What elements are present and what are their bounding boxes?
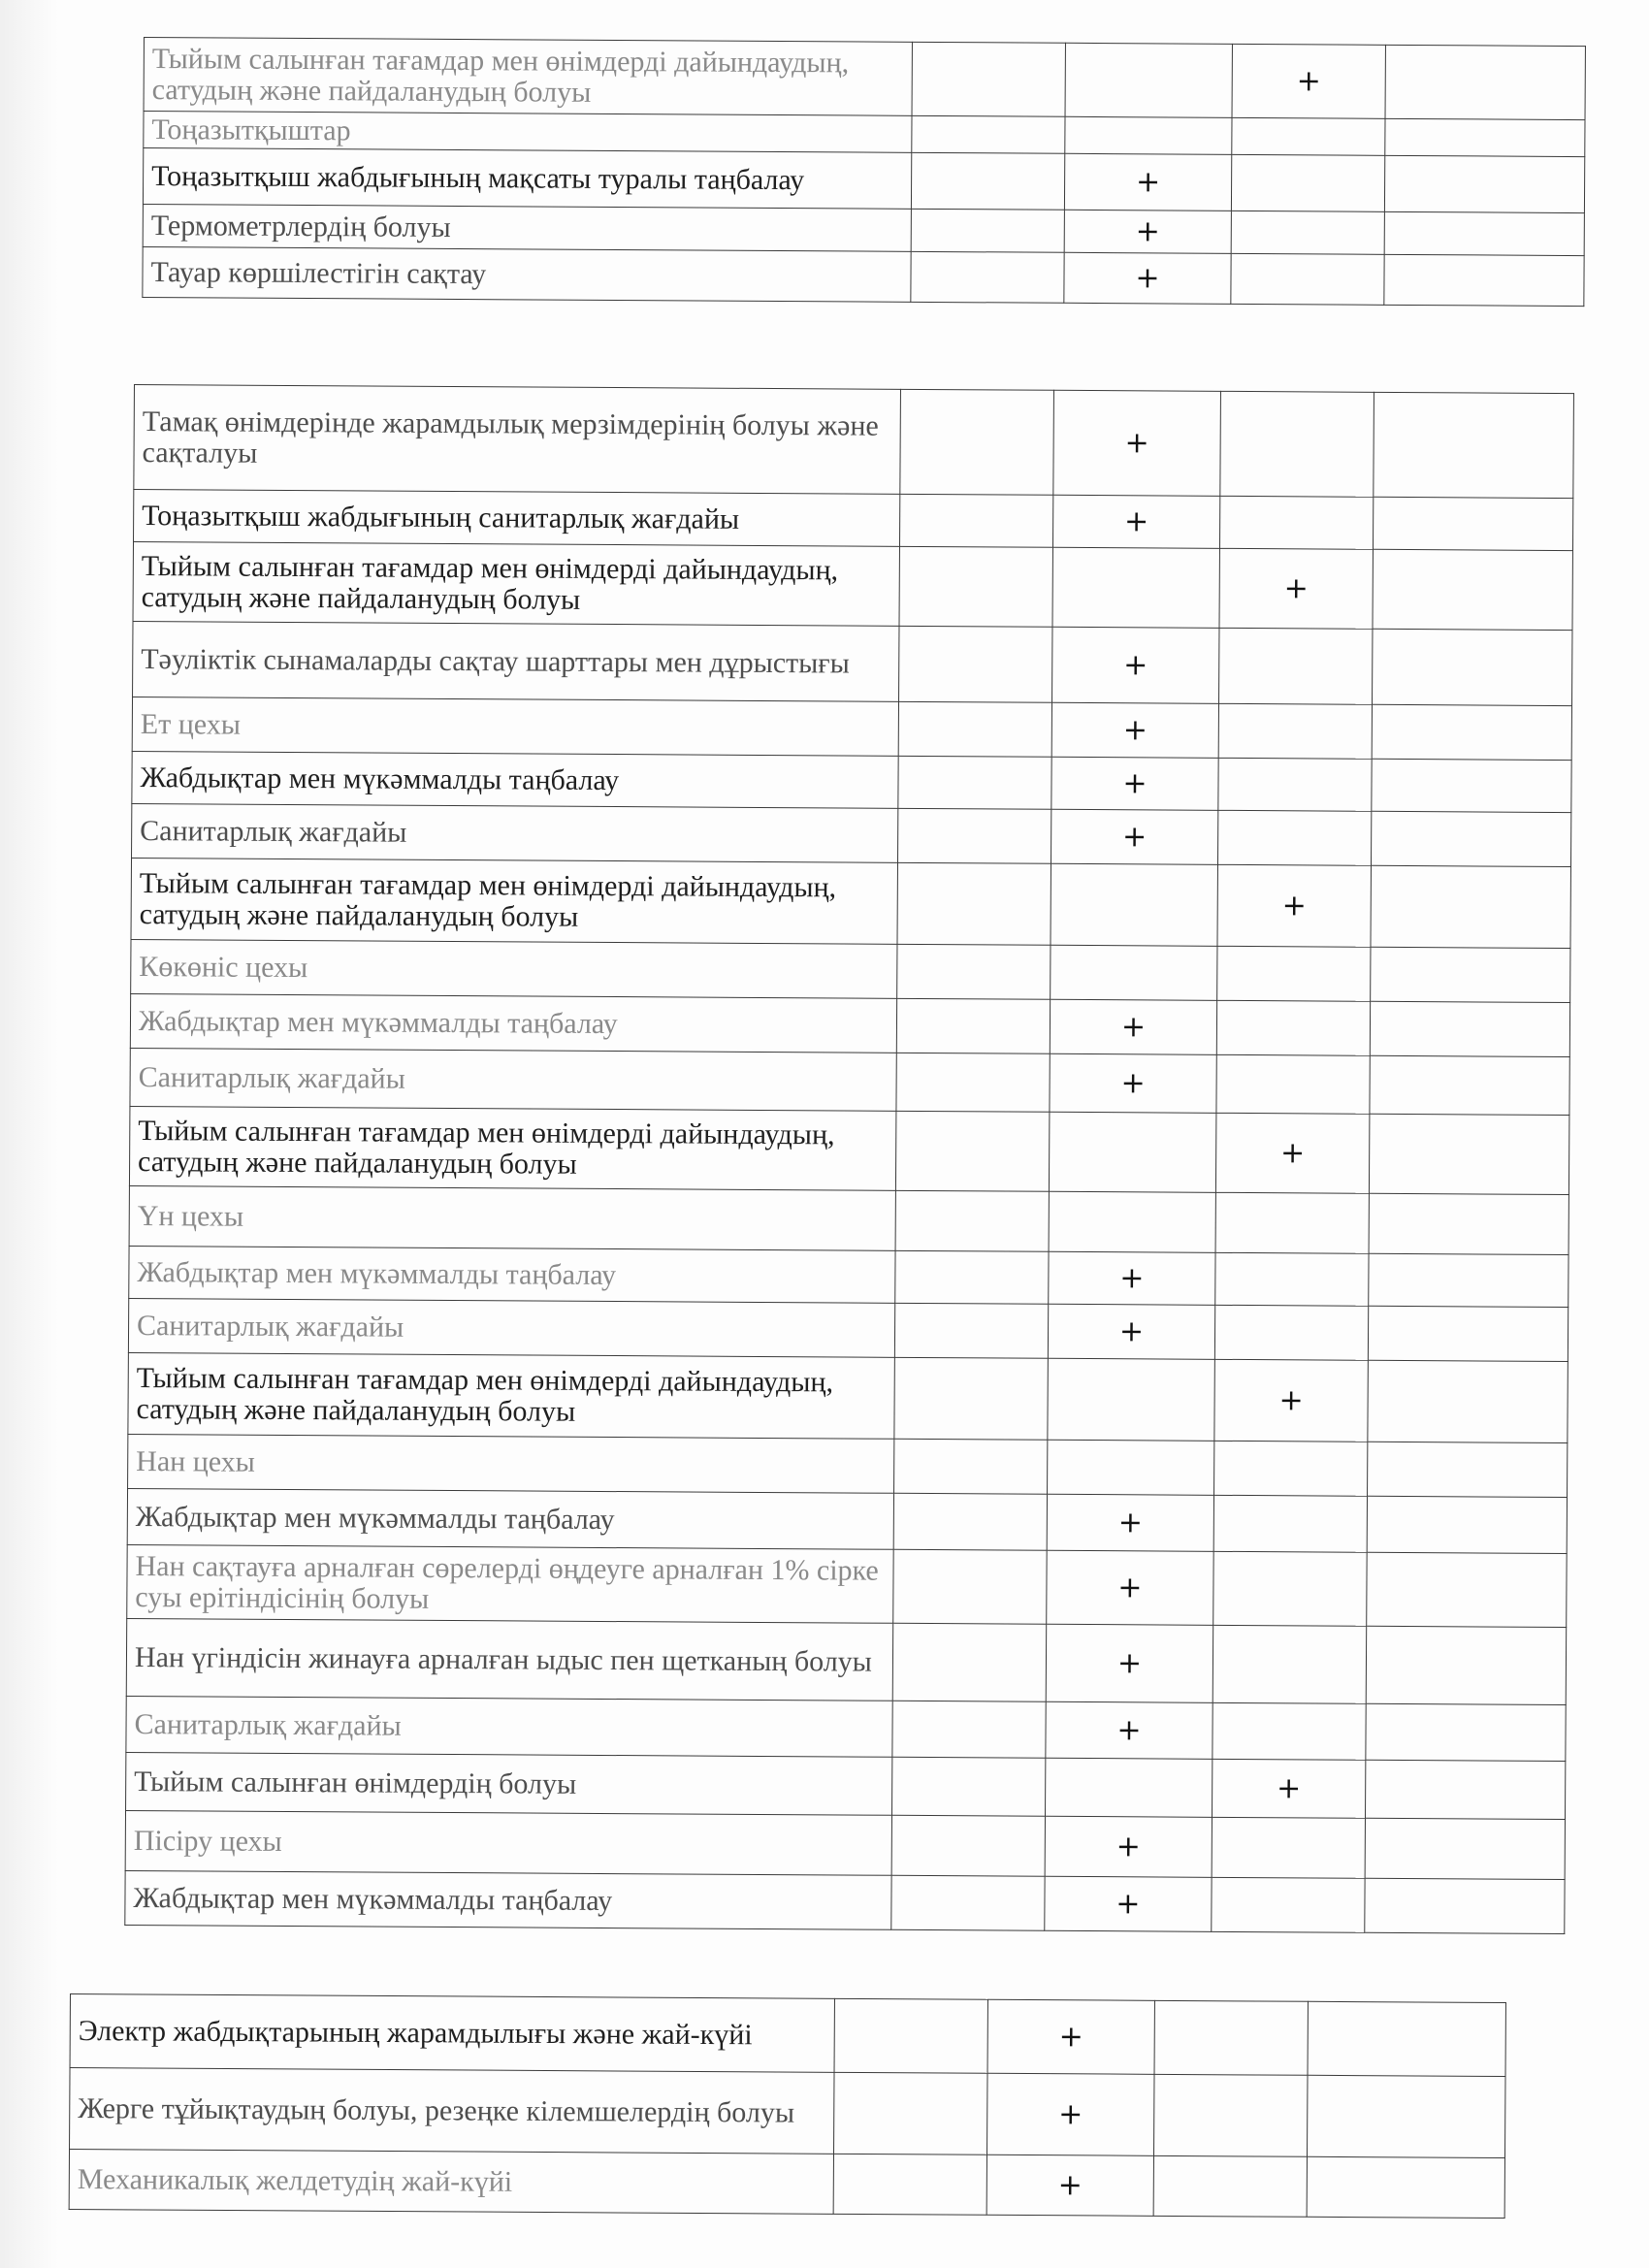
mark-cell-3 [1212,1702,1366,1760]
mark-cell-1 [892,1701,1046,1758]
requirement-label: Жерге тұйықтаудың болуы, резеңке кілемшелердің болуы [70,2068,834,2155]
mark-cell-1 [892,1623,1046,1701]
mark-cell-3 [1214,1441,1368,1496]
mark-cell-2 [1049,1112,1215,1192]
mark-cell-4 [1365,1818,1565,1879]
mark-cell-3 [1220,391,1374,497]
mark-cell-4 [1369,1253,1568,1307]
mark-cell-1 [893,1493,1047,1550]
mark-cell-1 [834,2072,988,2155]
table-row [69,2150,1504,2219]
table-row [126,1618,1566,1704]
requirement-label: Санитарлық жағдайы [128,1298,894,1357]
mark-cell-4 [1308,2001,1505,2076]
mark-cell-1 [911,209,1064,252]
requirement-label: Тоңазытқыш жабдығының санитарлық жағдайы [134,490,900,547]
checklist-table-2 [124,384,1574,1934]
mark-cell-3 [1218,703,1372,759]
mark-cell-2 [1045,1758,1212,1817]
mark-cell-4 [1370,1001,1569,1056]
requirement-label: Термометрлердің болуы [143,204,911,251]
mark-cell-4 [1368,1360,1568,1442]
mark-cell-2: + [1064,153,1231,211]
mark-cell-4 [1371,811,1570,866]
requirement-label: Тауар көршілестігін сақтау [143,246,911,302]
mark-cell-4 [1385,118,1585,156]
mark-cell-1 [895,1111,1049,1191]
mark-cell-2 [1051,863,1218,946]
mark-cell-1 [911,251,1064,303]
mark-cell-3: + [1212,1759,1365,1818]
requirement-label: Жабдықтар мен мүкәммалды таңбалау [130,993,896,1053]
checklist-table-1 [142,37,1586,307]
mark-cell-2: + [1051,702,1218,758]
mark-cell-1 [899,494,1052,547]
mark-cell-3 [1217,810,1371,865]
requirement-label: Механикалық желдетудің жай-күйі [69,2150,833,2215]
table-row [125,1810,1565,1879]
mark-cell-2: + [1048,1304,1214,1359]
mark-cell-2 [1065,116,1232,154]
mark-cell-1 [834,1998,987,2073]
mark-cell-3 [1214,1305,1368,1360]
mark-cell-2 [1048,1440,1214,1495]
table-row [126,1752,1566,1819]
mark-cell-1 [898,808,1051,863]
mark-cell-4 [1370,1055,1569,1115]
mark-cell-3 [1212,1877,1365,1932]
mark-cell-2: + [1051,757,1218,810]
mark-cell-4 [1384,254,1584,306]
requirement-label: Тамақ өнімдерінде жарамдылық мерзімдерінің болуы және сақталуы [134,385,901,495]
mark-cell-1 [896,1053,1050,1112]
mark-cell-3 [1219,628,1373,704]
table-row [127,1544,1567,1627]
mark-cell-4 [1307,2075,1505,2157]
mark-cell-4 [1365,1760,1565,1819]
mark-cell-3 [1232,117,1385,155]
mark-cell-1 [891,1815,1045,1876]
mark-cell-4 [1384,155,1584,212]
table-row [129,1106,1568,1194]
requirement-label: Ет цехы [132,697,898,756]
table-row [134,490,1573,551]
table-row [129,1246,1568,1307]
table-1-body [143,38,1586,307]
mark-cell-1 [896,998,1050,1053]
requirement-label: Санитарлық жағдайы [130,1048,896,1111]
mark-cell-4 [1385,45,1585,119]
mark-cell-1 [912,115,1065,153]
table-row [70,2068,1505,2158]
mark-cell-2: + [1052,495,1219,548]
mark-cell-2: + [1045,1876,1212,1931]
table-row [130,993,1569,1056]
mark-cell-2: + [1047,1550,1213,1625]
mark-cell-4 [1372,759,1571,812]
table-row [131,939,1570,1002]
requirement-label: Жабдықтар мен мүкәммалды таңбалау [129,1246,895,1303]
table-row [143,148,1584,213]
requirement-label: Тыйым салынған тағамдар мен өнімдерді дайындаудың, сатудың және пайдаланудың болуы [128,1352,894,1439]
table-row [133,542,1572,631]
mark-cell-3 [1212,1625,1366,1703]
mark-cell-2: + [1064,210,1231,253]
mark-cell-2: + [1045,1816,1212,1877]
mark-cell-2: + [1050,999,1216,1054]
table-row [133,621,1572,705]
table-row [128,1434,1568,1497]
mark-cell-4 [1373,497,1572,550]
mark-cell-3 [1231,154,1384,211]
mark-cell-3 [1231,253,1384,305]
requirement-label: Үн цехы [129,1185,895,1250]
mark-cell-3: + [1232,44,1385,118]
requirement-label: Тыйым салынған тағамдар мен өнімдерді дайындаудың, сатудың және пайдаланудың болуы [144,38,912,116]
mark-cell-4 [1307,2156,1504,2218]
requirement-label: Тыйым салынған тағамдар мен өнімдерді дайындаудың, сатудың және пайдаланудың болуы [129,1106,895,1190]
mark-cell-1 [895,1250,1049,1304]
mark-cell-3 [1215,1252,1369,1306]
mark-cell-1 [899,626,1052,702]
table-row [130,1048,1569,1115]
mark-cell-4 [1372,704,1571,760]
mark-cell-2: + [987,2073,1155,2155]
mark-cell-1 [898,701,1051,757]
mark-cell-4 [1384,211,1584,255]
mark-cell-1 [893,1549,1047,1624]
requirement-label: Көкөніс цехы [131,939,897,998]
mark-cell-1 [894,1357,1049,1440]
mark-cell-2 [1049,1191,1215,1252]
mark-cell-4 [1365,1878,1565,1933]
mark-cell-4 [1373,549,1572,630]
mark-cell-2: + [1047,1494,1213,1551]
requirement-label: Тоңазытқыштар [144,112,912,153]
table-row [144,38,1585,120]
mark-cell-2: + [1051,809,1217,864]
requirement-label: Жабдықтар мен мүкәммалды таңбалау [125,1870,891,1929]
mark-cell-2: + [987,1999,1154,2074]
requirement-label: Тыйым салынған тағамдар мен өнімдерді дайындаудың, сатудың және пайдаланудың болуы [133,542,899,627]
table-row [132,751,1571,812]
requirement-label: Жабдықтар мен мүкәммалды таңбалау [132,751,898,808]
mark-cell-3 [1213,1495,1367,1552]
scan-shadow [0,0,58,2268]
requirement-label: Жабдықтар мен мүкәммалды таңбалау [127,1488,893,1549]
mark-cell-3 [1216,1054,1370,1114]
mark-cell-4 [1366,1703,1566,1761]
mark-cell-3 [1219,496,1373,549]
mark-cell-4 [1367,1496,1567,1553]
mark-cell-4 [1369,1193,1568,1254]
mark-cell-2: + [1053,390,1221,496]
mark-cell-2: + [1046,1624,1212,1702]
mark-cell-3: + [1219,548,1373,629]
table-2-body [125,385,1574,1934]
mark-cell-3: + [1217,864,1372,947]
table-row [134,385,1574,499]
mark-cell-3 [1215,1192,1369,1253]
mark-cell-3 [1212,1817,1365,1878]
mark-cell-2 [1051,945,1217,1000]
table-3-body [69,1994,1505,2219]
mark-cell-1 [892,1757,1046,1816]
mark-cell-3 [1153,2155,1307,2217]
mark-cell-3 [1217,946,1371,1001]
mark-cell-4 [1373,629,1572,705]
mark-cell-3: + [1215,1113,1369,1193]
mark-cell-1 [899,546,1052,627]
table-row [128,1298,1568,1361]
requirement-label: Нан үгіндісін жинауға арналған ыдыс пен щетканың болуы [126,1618,892,1701]
mark-cell-1 [900,389,1054,495]
requirement-label: Пісіру цехы [125,1810,891,1875]
mark-cell-3 [1216,1000,1370,1055]
mark-cell-2 [1065,43,1232,117]
mark-cell-1 [895,1190,1049,1251]
mark-cell-1 [911,152,1064,210]
mark-cell-2 [1048,1358,1215,1441]
mark-cell-3 [1213,1551,1367,1626]
mark-cell-1 [891,1875,1045,1930]
requirement-label: Тыйым салынған тағамдар мен өнімдерді дайындаудың, сатудың және пайдаланудың болуы [131,858,897,944]
requirement-label: Тәуліктік сынамаларды сақтау шарттары мен дұрыстығы [133,621,899,701]
requirement-label: Нан цехы [128,1434,894,1493]
mark-cell-2: + [986,2155,1153,2216]
requirement-label: Нан сақтауға арналған сөрелерді өңдеуге арналған 1% сірке суы ерітіндісінің болуы [127,1544,893,1623]
mark-cell-3 [1218,758,1372,811]
mark-cell-2: + [1046,1701,1212,1759]
table-row [128,1352,1568,1442]
table-row [132,697,1571,760]
table-row [131,858,1570,948]
table-row [126,1696,1566,1761]
mark-cell-1 [894,1303,1048,1358]
mark-cell-1 [897,862,1051,945]
mark-cell-3: + [1214,1359,1369,1442]
mark-cell-1 [912,42,1065,116]
mark-cell-4 [1366,1626,1566,1704]
mark-cell-2: + [1064,252,1231,304]
mark-cell-3 [1231,211,1384,254]
table-row [132,803,1571,866]
mark-cell-2: + [1050,1053,1216,1113]
requirement-label: Тоңазытқыш жабдығының мақсаты туралы таңбалау [143,148,911,210]
mark-cell-4 [1368,1306,1568,1361]
mark-cell-1 [894,1439,1048,1494]
mark-cell-1 [898,756,1051,809]
mark-cell-3 [1153,2074,1308,2156]
mark-cell-2 [1052,547,1219,628]
mark-cell-1 [897,944,1051,999]
mark-cell-2: + [1049,1251,1215,1305]
mark-cell-1 [833,2154,986,2215]
table-row [143,246,1584,306]
checklist-table-3 [69,1993,1506,2219]
mark-cell-2: + [1052,627,1219,703]
requirement-label: Электр жабдықтарының жарамдылығы және жай-күйі [70,1994,834,2073]
table-row [70,1994,1505,2077]
table-row [127,1488,1567,1553]
requirement-label: Санитарлық жағдайы [132,803,898,862]
mark-cell-3 [1154,2000,1308,2075]
mark-cell-4 [1371,947,1570,1002]
table-row [129,1185,1568,1254]
mark-cell-4 [1371,865,1571,948]
requirement-label: Тыйым салынған өнімдердің болуы [126,1752,892,1815]
mark-cell-4 [1368,1442,1568,1497]
requirement-label: Санитарлық жағдайы [126,1696,892,1757]
mark-cell-4 [1369,1114,1568,1194]
mark-cell-4 [1374,392,1574,498]
mark-cell-4 [1367,1552,1567,1627]
table-row [125,1870,1565,1933]
